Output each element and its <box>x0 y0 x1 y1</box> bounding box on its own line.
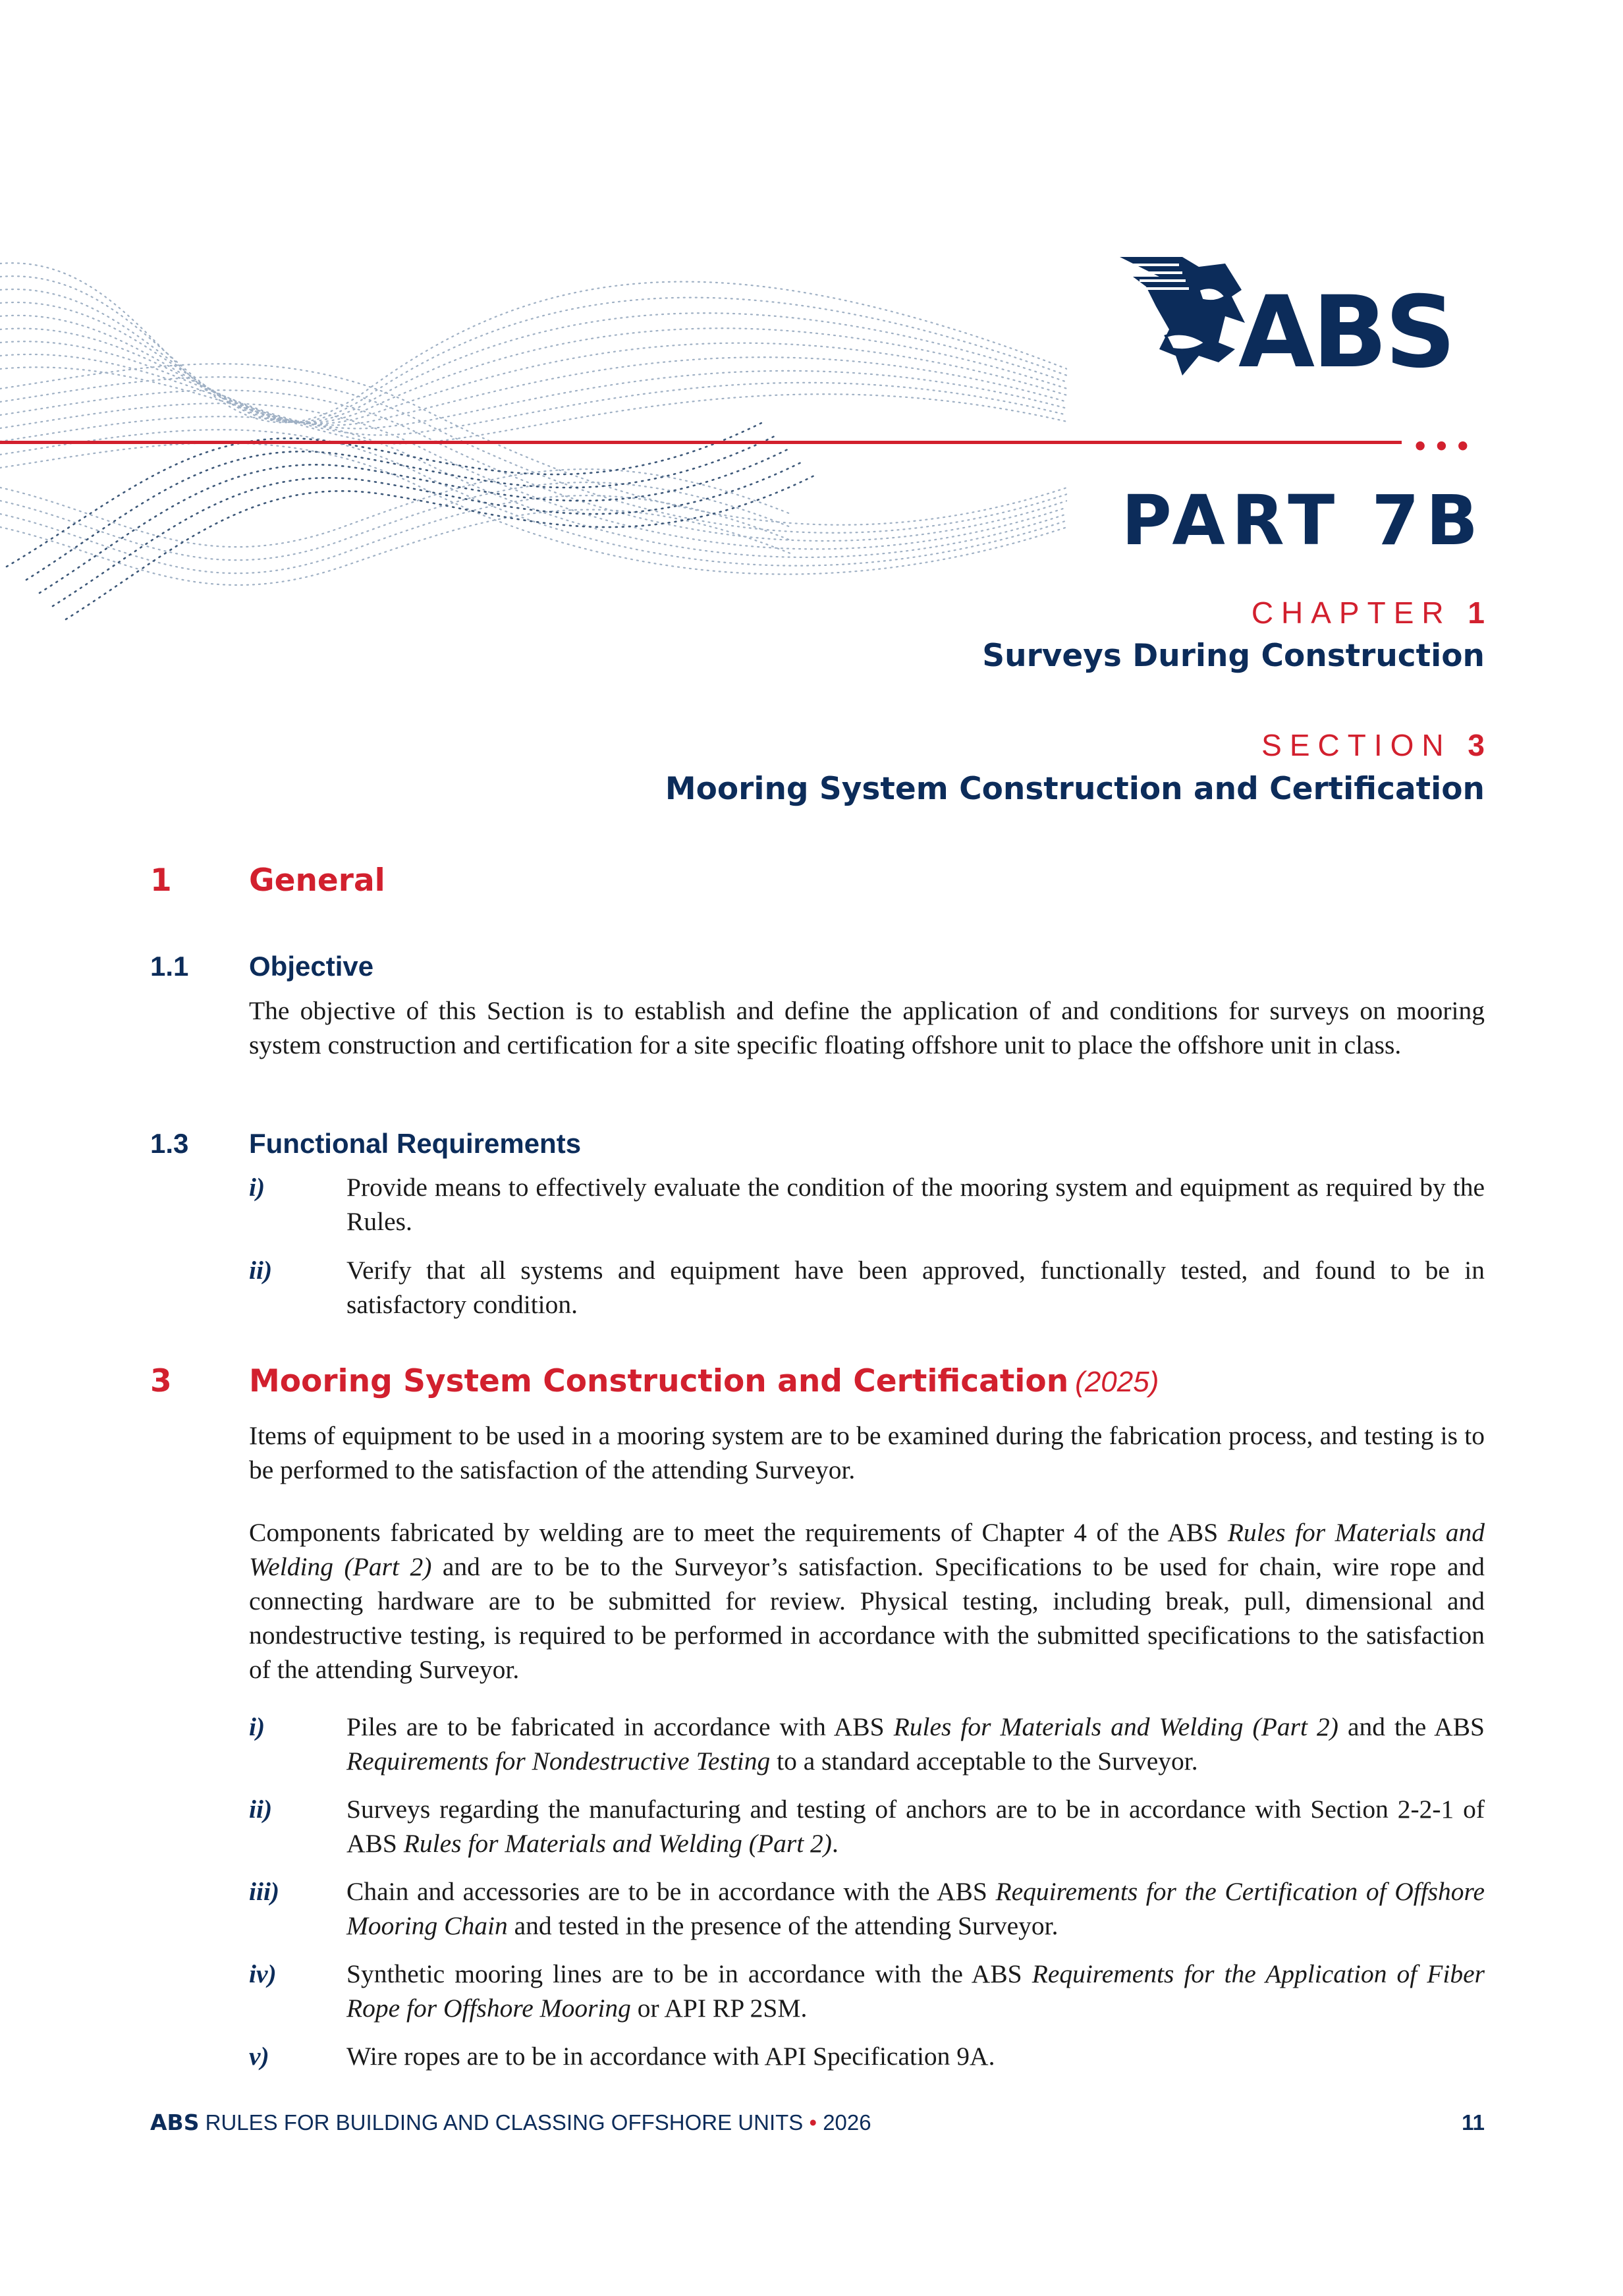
text-run: and tested in the presence of the attending Surveyor. <box>507 1911 1059 1940</box>
heading-year: (2025) <box>1075 1366 1159 1398</box>
list-item-text <box>346 1710 1485 1778</box>
list-item <box>249 2039 1485 2073</box>
subheading-number: 1.1 <box>150 951 189 982</box>
list-marker: ii) <box>249 1256 273 1285</box>
section-title: Mooring System Construction and Certification <box>665 771 1485 807</box>
list-item-text <box>346 1957 1485 2025</box>
subheading-text: Functional Requirements <box>249 1128 582 1159</box>
italic-reference: Rules for Materials and Welding (Part 2) <box>403 1829 832 1858</box>
list-marker: i) <box>249 1173 265 1202</box>
footer-year: 2026 <box>823 2110 871 2135</box>
list-item-text: Provide means to effectively evaluate the condition of the mooring system and equipment as required by the Rules. <box>346 1173 1485 1236</box>
text-run: and the ABS <box>1338 1712 1485 1741</box>
text-run: Surveys regarding the manufacturing and testing of anchors are to be in accordance with Section 2-2-1 of ABS <box>346 1795 1485 1858</box>
subheading-text: Objective <box>249 951 374 982</box>
text-run: . <box>831 1829 839 1858</box>
heading-text-wrap <box>249 1363 1159 1399</box>
chapter-label <box>1252 598 1485 628</box>
decorative-wave-graphic <box>0 237 1067 632</box>
list-marker: ii) <box>249 1795 273 1824</box>
objective-paragraph: The objective of this Section is to establish and define the application of and conditions for surveys on mooring system construction and certification for a site specific floating offshore unit to place the offshore unit in class. <box>249 996 1485 1059</box>
section-label <box>1261 730 1485 760</box>
list-marker: iii) <box>249 1877 280 1906</box>
page-number: 11 <box>1462 2110 1485 2135</box>
section-label-text: SECTION <box>1261 728 1452 762</box>
text-run: Chain and accessories are to be in accordance with the ABS <box>346 1877 996 1906</box>
list-marker: v) <box>249 2042 269 2071</box>
footer-title: RULES FOR BUILDING AND CLASSING OFFSHORE UNITS <box>205 2110 804 2135</box>
footer-bullet: • <box>809 2110 817 2135</box>
italic-reference: Requirements for the Application of Fiber Rope for Offshore Mooring <box>346 1959 1485 2023</box>
italic-reference: Requirements for Nondestructive Testing <box>346 1747 771 1776</box>
list-item <box>249 1874 1485 1943</box>
heading-number: 3 <box>150 1363 172 1399</box>
subheading-number: 1.3 <box>150 1128 189 1159</box>
list-marker: i) <box>249 1712 265 1741</box>
part-title: PART 7B <box>1121 480 1485 561</box>
heading-number: 1 <box>150 862 172 899</box>
heading-text: General <box>249 862 385 899</box>
text-run: Piles are to be fabricated in accordance with ABS <box>346 1712 894 1741</box>
italic-reference: Requirements for the Certification of Offshore Mooring Chain <box>346 1877 1485 1940</box>
text-run: Components fabricated by welding are to meet the requirements of Chapter 4 of the ABS <box>249 1518 1228 1547</box>
paragraph <box>249 1515 1485 1687</box>
abs-logo-text: ABS <box>1238 275 1454 390</box>
section-number: 3 <box>1468 728 1485 762</box>
italic-reference: Rules for Materials and Welding (Part 2) <box>249 1518 1485 1581</box>
list-item-text <box>346 1874 1485 1943</box>
page-footer <box>150 2112 871 2133</box>
paragraph: Items of equipment to be used in a mooring system are to be examined during the fabrication process, and testing is to be performed to the satisfaction of the attending Surveyor. <box>249 1421 1485 1484</box>
list-item <box>249 1792 1485 1861</box>
list-item-text: Verify that all systems and equipment have been approved, functionally tested, and found to be in satisfactory condition. <box>346 1256 1485 1319</box>
chapter-title: Surveys During Construction <box>982 638 1485 674</box>
list-marker: iv) <box>249 1959 277 1988</box>
list-item <box>249 1710 1485 1778</box>
text-run: and are to be to the Surveyor’s satisfaction. Specifications to be used for chain, wire rope and connecting hardware are to be submitted for review. Physical testing, including break, pull, dimensional and nondestructive testing, is required to be performed in accordance with the submitted specifications to the satisfaction of the attending Surveyor. <box>249 1552 1485 1684</box>
text-run: or API RP 2SM. <box>630 1994 808 2023</box>
list-item <box>249 1253 1485 1322</box>
heading-text: Mooring System Construction and Certification <box>249 1363 1069 1399</box>
list-item-text: Wire ropes are to be in accordance with API Specification 9A. <box>346 2042 995 2071</box>
chapter-label-text: CHAPTER <box>1251 596 1452 630</box>
list-item-text <box>346 1792 1485 1861</box>
chapter-number: 1 <box>1468 596 1485 630</box>
list-item <box>249 1957 1485 2025</box>
header-red-dots: ••• <box>1412 432 1476 461</box>
text-run: Synthetic mooring lines are to be in accordance with the ABS <box>346 1959 1032 1988</box>
header-red-rule <box>0 441 1402 444</box>
text-run: to a standard acceptable to the Surveyor. <box>770 1747 1198 1776</box>
list-item <box>249 1170 1485 1239</box>
italic-reference: Rules for Materials and Welding (Part 2) <box>893 1712 1338 1741</box>
footer-brand: ABS <box>150 2110 200 2135</box>
